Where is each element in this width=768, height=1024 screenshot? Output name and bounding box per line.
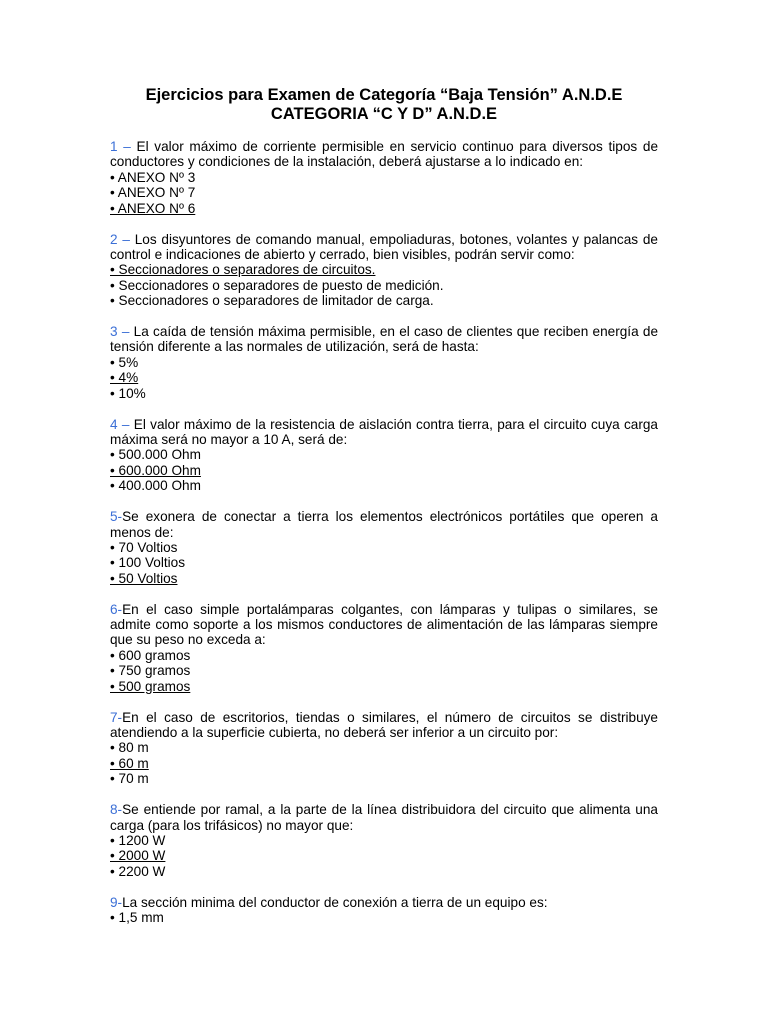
answer-option-correct: • 2000 W: [110, 848, 166, 864]
answer-option: • 1200 W: [110, 832, 166, 848]
answer-option: • Seccionadores o separadores de limitador de carga.: [110, 293, 434, 309]
question-number: 5-: [110, 509, 123, 525]
answer-option: • ANEXO Nº 3: [110, 169, 196, 185]
answer-option-correct: • Seccionadores o separadores de circuitos.: [110, 262, 376, 278]
question-body: La caída de tensión máxima permisible, en el caso de clientes que reciben energía de tensión diferente a las normales de utilización, será de hasta:: [110, 324, 659, 355]
question-body: En el caso de escritorios, tiendas o similares, el número de circuitos se distribuye atendiendo a la superficie cubierta, no deberá ser inferior a un circuito por:: [110, 709, 658, 740]
question-7: [110, 710, 658, 787]
title-line-1: Ejercicios para Examen de Categoría “Baja Tensión” A.N.D.E: [145, 86, 623, 104]
answer-option-correct: • 600.000 Ohm: [110, 462, 201, 478]
question-number: 9-: [110, 894, 123, 910]
question-body: En el caso simple portalámparas colgantes, con lámparas y tulipas o similares, se admite como soporte a los mismos conductores de alimentación de las lámparas siempre que su peso no exceda a:: [110, 601, 658, 648]
question-text: [110, 602, 658, 648]
title-line-2: CATEGORIA “C Y D” A.N.D.E: [270, 105, 498, 123]
answer-option-correct: • 50 Voltios: [110, 570, 178, 586]
answer-option-correct: • 500 gramos: [110, 678, 191, 694]
question-number: 3 –: [110, 324, 130, 340]
question-3: [110, 324, 658, 401]
answer-option-correct: • 60 m: [110, 755, 149, 771]
answer-options: [110, 833, 658, 879]
answer-option: • ANEXO Nº 7: [110, 185, 196, 201]
question-body: La sección minima del conductor de conexión a tierra de un equipo es:: [122, 894, 548, 910]
question-number: 7-: [110, 709, 123, 725]
answer-option: • 400.000 Ohm: [110, 478, 201, 494]
question-text: [110, 509, 658, 540]
question-text: [110, 895, 658, 910]
answer-option: • 500.000 Ohm: [110, 447, 201, 463]
answer-option: • 80 m: [110, 740, 149, 756]
answer-options: [110, 910, 658, 925]
answer-option: • 5%: [110, 354, 139, 370]
questions-list: [110, 139, 658, 925]
answer-option: • 600 gramos: [110, 647, 191, 663]
answer-option: • 70 Voltios: [110, 539, 178, 555]
answer-option: • 2200 W: [110, 863, 166, 879]
question-4: [110, 417, 658, 494]
document-title: [110, 86, 658, 124]
document-page: [110, 86, 658, 941]
question-2: [110, 232, 658, 309]
question-8: [110, 802, 658, 879]
question-text: [110, 139, 658, 170]
answer-option: • Seccionadores o separadores de puesto de medición.: [110, 277, 444, 293]
question-body: Se exonera de conectar a tierra los elementos electrónicos portátiles que operen a menos de:: [110, 509, 658, 540]
answer-options: [110, 355, 658, 401]
question-1: [110, 139, 658, 216]
question-body: Se entiende por ramal, a la parte de la línea distribuidora del circuito que alimenta una carga (para los trifásicos) no mayor que:: [110, 802, 658, 833]
answer-option: • 1,5 mm: [110, 910, 164, 926]
answer-options: [110, 648, 658, 694]
question-6: [110, 602, 658, 694]
answer-options: [110, 540, 658, 586]
question-9: [110, 895, 658, 926]
answer-option: • 70 m: [110, 771, 149, 787]
question-number: 8-: [110, 802, 123, 818]
question-text: [110, 710, 658, 741]
question-text: [110, 417, 658, 448]
answer-option-correct: • 4%: [110, 370, 139, 386]
question-text: [110, 324, 658, 355]
question-text: [110, 232, 658, 263]
question-text: [110, 802, 658, 833]
question-5: [110, 509, 658, 586]
question-body: El valor máximo de la resistencia de aislación contra tierra, para el circuito cuya carga máxima será no mayor a 10 A, será de:: [110, 416, 658, 447]
answer-option-correct: • ANEXO Nº 6: [110, 200, 196, 216]
answer-options: [110, 740, 658, 786]
answer-options: [110, 262, 658, 308]
question-body: Los disyuntores de comando manual, empoliaduras, botones, volantes y palancas de control e indicaciones de abierto y cerrado, bien visibles, podrán servir como:: [110, 231, 658, 262]
answer-options: [110, 170, 658, 216]
answer-option: • 10%: [110, 385, 146, 401]
answer-option: • 100 Voltios: [110, 555, 186, 571]
answer-options: [110, 447, 658, 493]
question-number: 4 –: [110, 416, 130, 432]
question-number: 2 –: [110, 231, 130, 247]
question-number: 1 –: [110, 139, 131, 154]
answer-option: • 750 gramos: [110, 663, 191, 679]
question-number: 6-: [110, 601, 123, 617]
question-body: El valor máximo de corriente permisible en servicio continuo para diversos tipos de conductores y condiciones de la instalación, deberá ajustarse a lo indicado en:: [110, 139, 659, 170]
